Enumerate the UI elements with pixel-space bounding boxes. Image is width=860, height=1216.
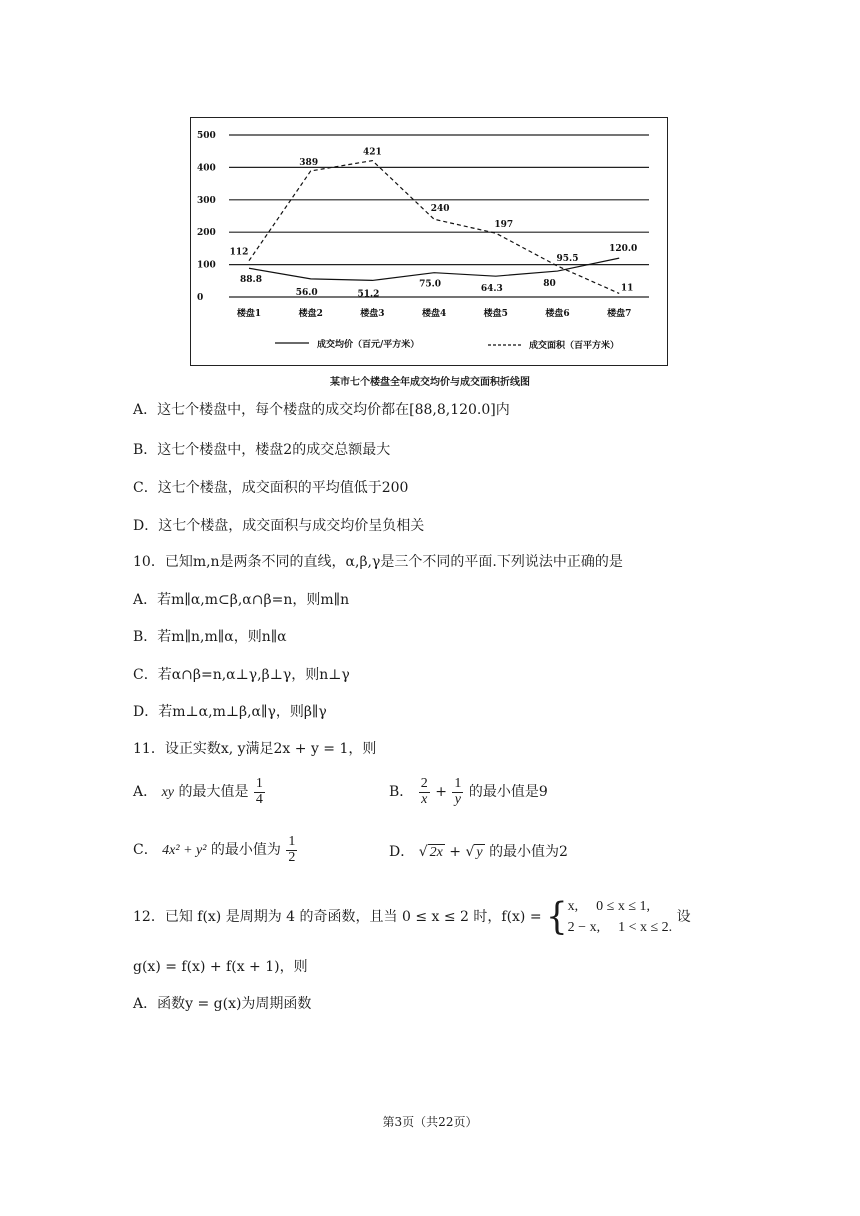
y-tick-label: 400 bbox=[197, 163, 216, 174]
x-tick-label: 楼盘7 bbox=[607, 309, 632, 319]
q12-cases bbox=[568, 896, 673, 938]
q11-c-fraction bbox=[286, 835, 297, 865]
q11-d-text: 的最小值为2 bbox=[489, 844, 568, 860]
data-label-price: 120.0 bbox=[609, 244, 638, 255]
q12-case1-expr: x, bbox=[567, 899, 579, 914]
q9-option-c: C．这七个楼盘，成交面积的平均值低于200 bbox=[133, 480, 409, 496]
q11-d-sqrt-1: √ 2x bbox=[418, 844, 443, 860]
q12-case-1 bbox=[568, 896, 673, 917]
q11-c-text: 的最小值为 bbox=[210, 842, 281, 859]
q9-option-a: A．这七个楼盘中，每个楼盘的成交均价都在[88,8,120.0]内 bbox=[133, 402, 510, 418]
q12-case1-cond: 0 ≤ x ≤ 1, bbox=[596, 899, 651, 914]
q11-b-f1-numerator: 2 bbox=[420, 776, 428, 791]
x-tick-label: 楼盘4 bbox=[421, 309, 447, 319]
q12-case2-cond: 1 < x ≤ 2. bbox=[618, 920, 673, 935]
q11-a-numerator: 1 bbox=[255, 776, 263, 791]
data-label-area: 389 bbox=[299, 157, 319, 168]
q11-b-fraction-2 bbox=[452, 777, 463, 807]
q10-option-a: A．若m∥α,m⊂β,α∩β=n，则m∥n bbox=[133, 592, 350, 608]
data-label-area: 95.5 bbox=[556, 254, 579, 265]
y-tick-label: 500 bbox=[197, 131, 216, 141]
q11-a-fraction bbox=[254, 777, 265, 807]
data-label-area: 197 bbox=[494, 220, 514, 231]
data-label-area: 112 bbox=[229, 247, 249, 258]
data-label-price: 80 bbox=[543, 279, 556, 290]
q11-a-denominator: 4 bbox=[255, 791, 263, 807]
y-tick-label: 0 bbox=[197, 293, 204, 303]
y-tick-label: 300 bbox=[197, 195, 216, 206]
data-label-price: 56.0 bbox=[295, 287, 318, 298]
legend-label-price: 成交均价（百元/平方米） bbox=[317, 340, 420, 350]
x-tick-label: 楼盘2 bbox=[298, 309, 323, 319]
q11-b-prefix: B． bbox=[389, 784, 414, 801]
q12-after: 设 bbox=[676, 909, 691, 925]
q11-d-plus: + bbox=[449, 844, 462, 860]
q11-option-d bbox=[389, 845, 568, 860]
data-label-price: 64.3 bbox=[480, 284, 503, 295]
data-label-area: 240 bbox=[430, 204, 450, 215]
q12-line-2: g(x) = f(x) + f(x + 1)，则 bbox=[133, 959, 308, 975]
q11-b-fraction-1 bbox=[419, 777, 430, 807]
q11-d-prefix: D． bbox=[389, 844, 415, 860]
q11-option-c bbox=[133, 835, 298, 865]
x-tick-label: 楼盘6 bbox=[545, 309, 570, 319]
legend-label-area: 成交面积（百平方米） bbox=[529, 341, 620, 351]
q11-c-expr: 4x² + y² bbox=[162, 843, 207, 859]
q11-b-f1-denominator: x bbox=[421, 791, 428, 807]
q11-option-b bbox=[389, 777, 548, 807]
q11-a-text: 的最大值是 bbox=[178, 784, 249, 801]
y-tick-label: 200 bbox=[197, 228, 216, 239]
data-label-area: 11 bbox=[620, 283, 634, 294]
q10-option-d: D．若m⊥α,m⊥β,α∥γ，则β∥γ bbox=[133, 704, 327, 720]
q12-stem: 12．已知 f(x) 是周期为 4 的奇函数，且当 0 ≤ x ≤ 2 时，f(x) = bbox=[133, 909, 542, 925]
q11-b-f2-numerator: 1 bbox=[454, 776, 462, 791]
series-line-area bbox=[249, 161, 619, 294]
chart-figure bbox=[190, 117, 668, 366]
x-tick-label: 楼盘3 bbox=[360, 309, 385, 319]
q11-d-radicand-1: 2x bbox=[429, 845, 443, 860]
line-chart bbox=[191, 118, 669, 367]
q11-b-plus: + bbox=[435, 784, 447, 801]
q12-option-a: A．函数y = g(x)为周期函数 bbox=[133, 996, 312, 1012]
q10-option-c: C．若α∩β=n,α⊥γ,β⊥γ，则n⊥γ bbox=[133, 667, 350, 683]
q12-brace: { bbox=[546, 895, 568, 939]
q12-stem-line bbox=[133, 896, 691, 938]
q11-c-denominator: 2 bbox=[288, 849, 296, 865]
x-tick-label: 楼盘5 bbox=[483, 309, 508, 319]
q9-option-d: D．这七个楼盘，成交面积与成交均价呈负相关 bbox=[133, 518, 425, 534]
data-label-price: 51.2 bbox=[357, 289, 380, 300]
chart-title: 某市七个楼盘全年成交均价与成交面积折线图 bbox=[330, 377, 530, 388]
q12-case2-expr: 2 − x, bbox=[567, 920, 601, 935]
q11-c-numerator: 1 bbox=[288, 834, 296, 849]
q9-option-b: B．这七个楼盘中，楼盘2的成交总额最大 bbox=[133, 442, 391, 458]
q11-b-text: 的最小值是9 bbox=[468, 784, 548, 801]
q11-option-a bbox=[133, 777, 266, 807]
q10-stem: 10．已知m,n是两条不同的直线，α,β,γ是三个不同的平面.下列说法中正确的是 bbox=[133, 554, 623, 570]
y-tick-label: 100 bbox=[197, 260, 216, 271]
q11-b-f2-denominator: y bbox=[454, 791, 461, 807]
q11-d-sqrt-2: √ y bbox=[465, 844, 483, 860]
page-footer: 第3页（共22页） bbox=[382, 1115, 478, 1129]
q12-case-2 bbox=[568, 917, 673, 938]
q11-a-prefix: A． bbox=[133, 784, 158, 801]
q11-a-expr: xy bbox=[161, 785, 175, 801]
q11-c-prefix: C． bbox=[133, 842, 158, 859]
x-tick-label: 楼盘1 bbox=[236, 309, 262, 319]
q10-option-b: B．若m∥n,m∥α，则n∥α bbox=[133, 629, 287, 645]
data-label-area: 421 bbox=[363, 147, 382, 158]
q12-piecewise bbox=[546, 896, 672, 938]
data-label-price: 75.0 bbox=[419, 279, 442, 290]
q11-d-radicand-2: y bbox=[476, 845, 483, 860]
q11-stem: 11．设正实数x, y满足2x + y = 1，则 bbox=[133, 741, 377, 757]
data-label-price: 88.8 bbox=[240, 275, 262, 286]
